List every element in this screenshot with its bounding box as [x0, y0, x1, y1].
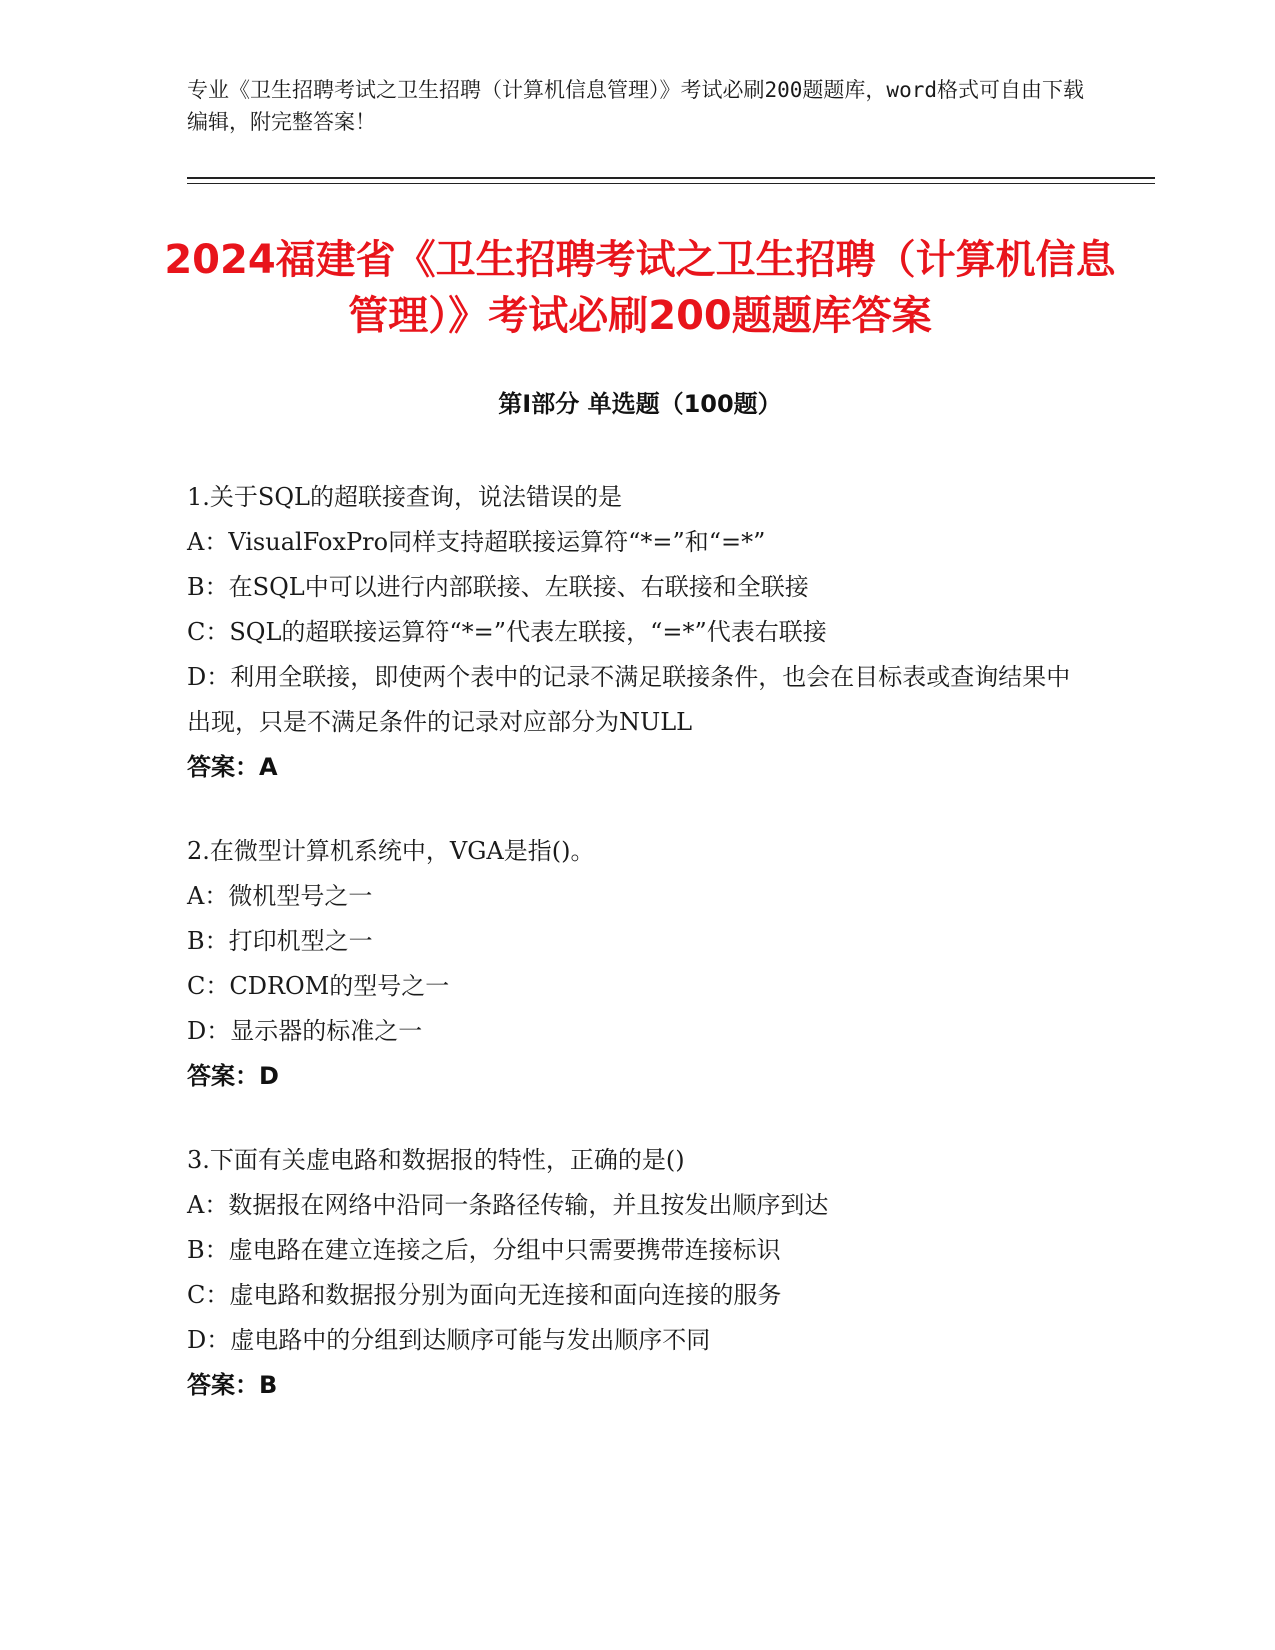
option-a: A：数据报在网络中沿同一条路径传输，并且按发出顺序到达: [187, 1191, 829, 1219]
answer: 答案：D: [187, 1062, 279, 1090]
option-d: D：虚电路中的分组到达顺序可能与发出顺序不同: [187, 1326, 711, 1354]
option-c: C：CDROM的型号之一: [187, 972, 450, 1000]
option-b: B：在SQL中可以进行内部联接、左联接、右联接和全联接: [187, 573, 809, 601]
option-a: A：微机型号之一: [187, 882, 373, 910]
answer: 答案：A: [187, 753, 278, 781]
option-a: A：VisualFoxPro同样支持超联接运算符“*=”和“=*”: [187, 528, 766, 556]
option-c: C：SQL的超联接运算符“*=”代表左联接，“=*”代表右联接: [187, 618, 827, 646]
option-d: D：利用全联接，即使两个表中的记录不满足联接条件，也会在目标表或查询结果中出现，只是不满足条件的记录对应部分为NULL: [187, 663, 1071, 736]
question-stem: 2.在微型计算机系统中，VGA是指()。: [187, 837, 595, 865]
header-rule-thin: [187, 183, 1155, 184]
answer: 答案：B: [187, 1371, 278, 1399]
header-note: 专业《卫生招聘考试之卫生招聘（计算机信息管理）》考试必刷200题题库，word格式可自由下载编辑，附完整答案！: [187, 78, 1084, 134]
option-c: C：虚电路和数据报分别为面向无连接和面向连接的服务: [187, 1281, 782, 1309]
question-stem: 3.下面有关虚电路和数据报的特性，正确的是(): [187, 1146, 685, 1174]
header-rule-thick: [187, 177, 1155, 179]
option-b: B：虚电路在建立连接之后，分组中只需要携带连接标识: [187, 1236, 781, 1264]
option-b: B：打印机型之一: [187, 927, 373, 955]
question-3: [187, 1138, 1087, 1408]
section-heading: 第Ⅰ部分 单选题（100题）: [498, 390, 782, 418]
question-stem: 1.关于SQL的超联接查询，说法错误的是: [187, 483, 622, 511]
document-title: 2024福建省《卫生招聘考试之卫生招聘（计算机信息管理）》考试必刷200题题库答案: [164, 237, 1116, 339]
question-2: [187, 829, 1087, 1099]
option-d: D：显示器的标准之一: [187, 1017, 423, 1045]
question-list: [187, 475, 1087, 1447]
question-1: [187, 475, 1087, 790]
